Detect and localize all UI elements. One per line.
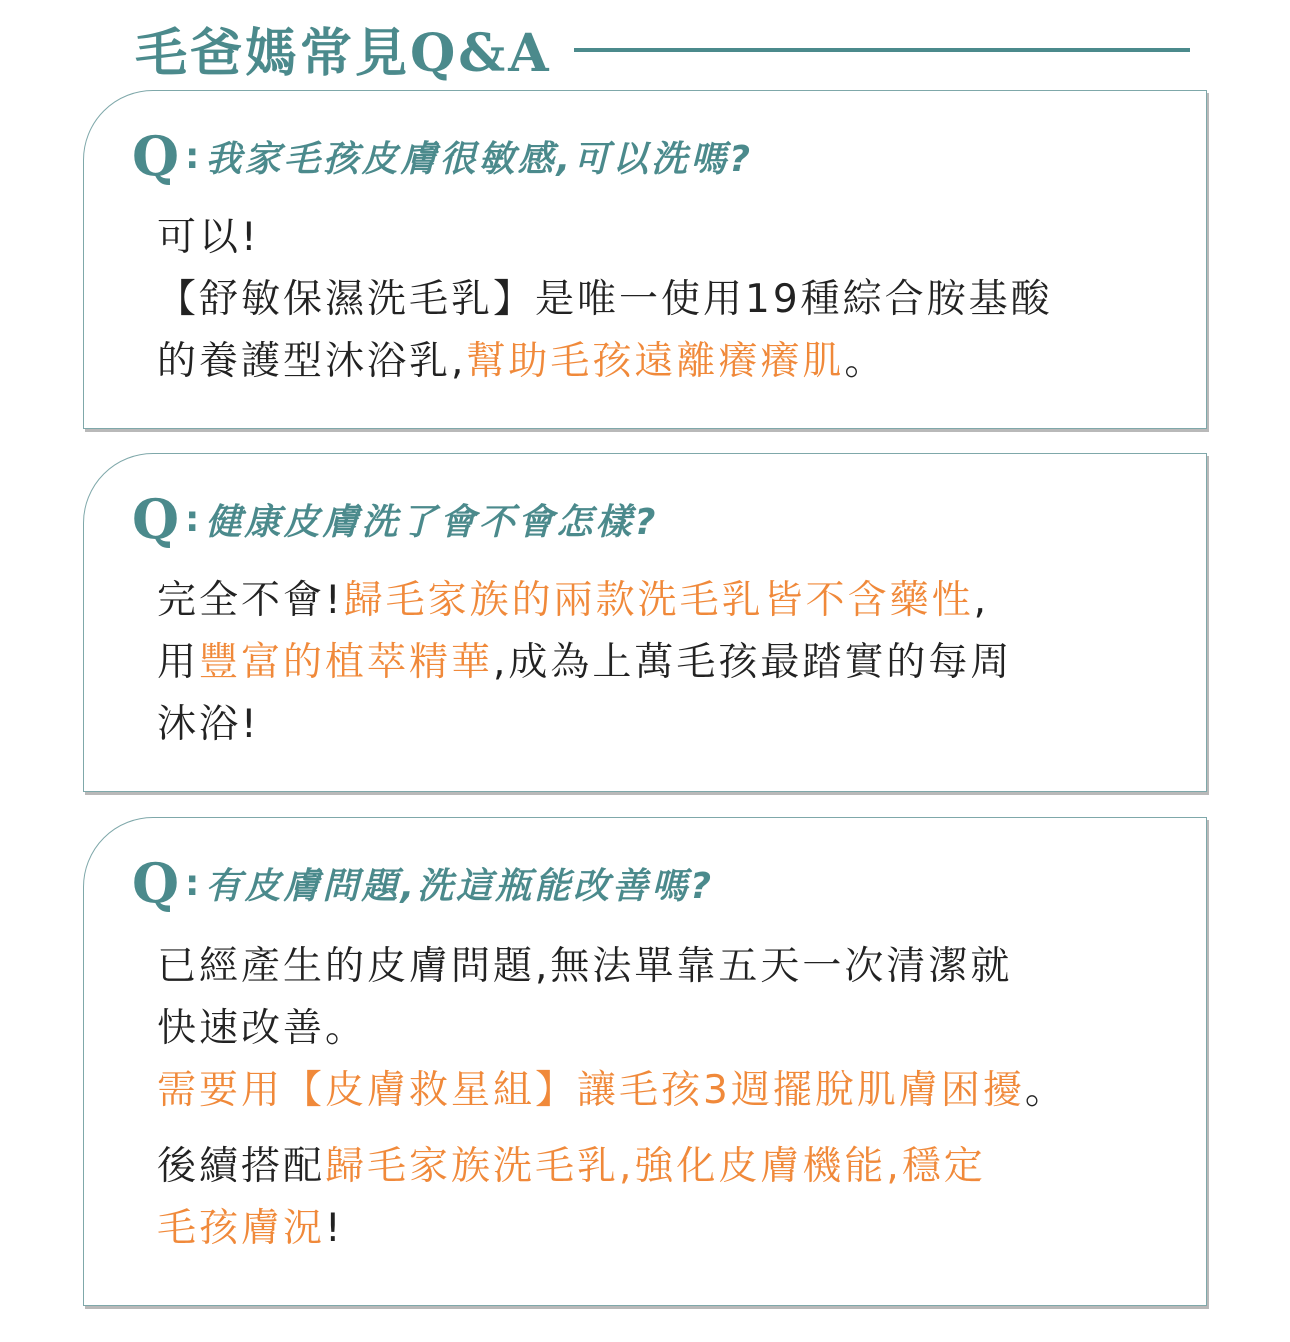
question-text: 有皮膚問題,洗這瓶能改善嗎? — [205, 865, 715, 907]
faq-question-1 — [132, 124, 754, 188]
answer-highlight: 豐富的植萃精華 — [199, 640, 494, 685]
answer-line — [157, 570, 1197, 632]
answer-text: 。 — [1024, 1068, 1067, 1113]
question-text: 我家毛孩皮膚很敏感,可以洗嗎? — [205, 138, 754, 180]
faq-card-1 — [83, 90, 1207, 429]
answer-line — [157, 694, 1197, 756]
answer-line — [157, 632, 1197, 694]
answer-text: , — [973, 578, 990, 623]
answer-text: 快速改善。 — [157, 1006, 368, 1051]
answer-line — [157, 998, 1197, 1060]
answer-text: ! — [325, 1206, 344, 1251]
answer-line — [157, 1198, 1197, 1260]
q-colon: : — [185, 862, 200, 904]
answer-line — [157, 269, 1197, 331]
answer-highlight: 歸毛家族洗毛乳,強化皮膚機能,穩定 — [325, 1144, 986, 1189]
answer-text: 沐浴! — [157, 702, 260, 747]
faq-card-2 — [83, 453, 1207, 792]
answer-text: 【舒敏保濕洗毛乳】是唯一使用19種綜合胺基酸 — [157, 277, 1053, 322]
q-icon: Q — [132, 124, 180, 188]
paragraph-gap — [157, 1122, 1197, 1136]
answer-text: 用 — [157, 640, 200, 685]
faq-question-2 — [132, 487, 659, 551]
question-text: 健康皮膚洗了會不會怎樣? — [205, 501, 659, 543]
faq-answer-3 — [157, 936, 1197, 1260]
answer-line — [157, 1060, 1197, 1122]
q-icon: Q — [132, 487, 180, 551]
answer-text: 已經產生的皮膚問題,無法單靠五天一次清潔就 — [157, 944, 1013, 989]
answer-highlight: 幫助毛孩遠離癢癢肌 — [466, 339, 845, 384]
answer-highlight: 需要用【皮膚救星組】讓毛孩3週擺脫肌膚困擾 — [157, 1068, 1025, 1113]
q-colon: : — [185, 135, 200, 177]
faq-question-3 — [132, 851, 715, 915]
q-colon: : — [185, 498, 200, 540]
answer-highlight: 歸毛家族的兩款洗毛乳皆不含藥性 — [343, 578, 974, 623]
faq-answer-2 — [157, 570, 1197, 756]
faq-card-3 — [83, 817, 1207, 1306]
answer-text: 的養護型沐浴乳, — [157, 339, 467, 384]
faq-answer-1 — [157, 207, 1197, 393]
answer-text: 後續搭配 — [157, 1144, 326, 1189]
answer-text: 。 — [844, 339, 887, 384]
answer-line — [157, 1136, 1197, 1198]
answer-text: 完全不會! — [157, 578, 344, 623]
page-header — [135, 8, 1190, 88]
answer-highlight: 毛孩膚況 — [157, 1206, 326, 1251]
answer-text: 可以! — [157, 215, 260, 260]
answer-line — [157, 936, 1197, 998]
title-divider — [574, 48, 1190, 52]
answer-line — [157, 207, 1197, 269]
q-icon: Q — [132, 851, 180, 915]
page-title: 毛爸媽常見Q&A — [135, 22, 552, 84]
answer-text: ,成為上萬毛孩最踏實的每周 — [493, 640, 1013, 685]
answer-line — [157, 331, 1197, 393]
